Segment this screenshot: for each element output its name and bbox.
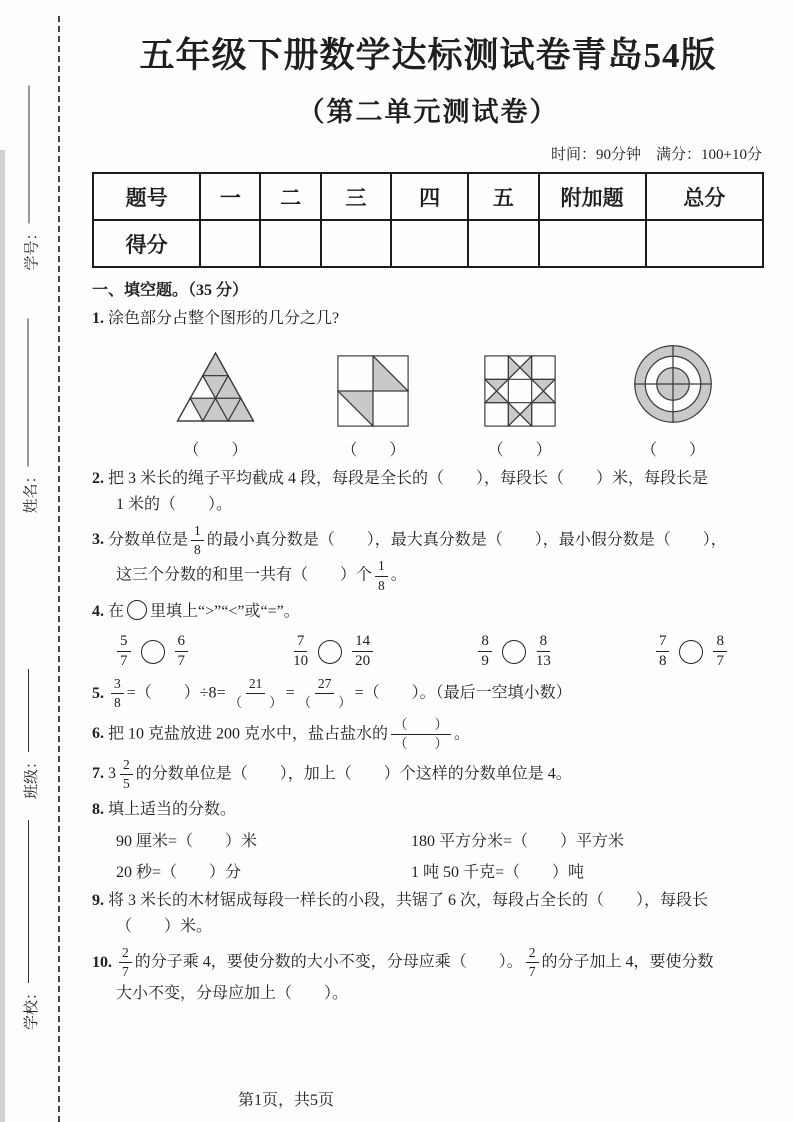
scan-edge-shadow xyxy=(0,150,5,1122)
score-empty-cell xyxy=(468,220,538,267)
comparison-pair xyxy=(653,634,730,671)
fraction-1-8: $\frac{1}{8}$ xyxy=(191,524,204,557)
question-3 xyxy=(92,524,764,557)
score-table-header-row xyxy=(93,173,763,220)
figure-divided-square xyxy=(337,355,409,460)
question-8-items xyxy=(92,828,764,882)
fraction-21-blank: $\frac{21}{( )}$ xyxy=(228,676,283,711)
question-6-text: 把 10 克盐放进 200 克水中，盐占盐水的 xyxy=(108,724,389,742)
question-3-text: 分数单位是 xyxy=(108,531,189,549)
fraction-right: $\frac{8}{13}$ xyxy=(535,632,551,670)
fraction-left: $\frac{5}{7}$ xyxy=(117,634,131,671)
divided-square-icon xyxy=(337,355,409,427)
score-table xyxy=(92,172,764,268)
question-8 xyxy=(92,798,764,822)
star-in-grid-icon xyxy=(484,355,556,427)
score-table-score-row xyxy=(93,220,763,267)
question-6-number: 6. xyxy=(92,724,104,742)
question-3-text: 。 xyxy=(390,566,407,584)
figure-answer-bracket: （ ） xyxy=(640,442,705,459)
student-number-blank-line xyxy=(28,86,30,224)
school-label: 学校： xyxy=(23,984,40,1030)
question-3-number: 3. xyxy=(92,531,104,549)
question-10 xyxy=(92,946,764,979)
fraction-27-blank: $\frac{27}{( )}$ xyxy=(297,676,352,711)
fill-in-circle-icon xyxy=(127,600,147,620)
score-table-cell: 总分 xyxy=(646,173,763,220)
question-8-number: 8. xyxy=(92,801,104,819)
question-5-number: 5. xyxy=(92,684,104,702)
score-empty-cell xyxy=(321,220,391,267)
time-and-score-info: 时间：90分钟 满分：100+10分 xyxy=(551,147,762,163)
question-3-line-2 xyxy=(92,559,764,592)
fraction-right: $\frac{8}{7}$ xyxy=(713,634,727,671)
fraction-2-5: $\frac{2}{5}$ xyxy=(120,758,133,791)
paper-title: 五年级下册数学达标测试卷青岛54版 xyxy=(139,36,717,75)
fraction-1-8: $\frac{1}{8}$ xyxy=(375,559,388,592)
score-label-cell: 得分 xyxy=(93,220,200,267)
score-table-cell: 五 xyxy=(468,173,538,220)
fraction-2-7: $\frac{2}{7}$ xyxy=(119,946,132,979)
fraction-right: $\frac{14}{20}$ xyxy=(352,634,373,671)
score-table-cell: 三 xyxy=(321,173,391,220)
unit-conversion-item: 20 秒=（ ）分 xyxy=(116,864,242,882)
comparison-circle-icon xyxy=(502,640,526,664)
class-field xyxy=(18,669,42,799)
question-4-text: 在 xyxy=(108,602,125,620)
student-name-field xyxy=(18,319,42,514)
student-number-label: 学号： xyxy=(24,225,40,271)
question-7 xyxy=(92,758,764,791)
class-blank-line xyxy=(27,669,29,752)
question-4 xyxy=(92,600,764,624)
question-10-text: 的分子乘 4，要使分数的大小不变，分母应乘（ ）。 xyxy=(134,953,523,971)
question-1 xyxy=(92,307,764,331)
question-1-figures xyxy=(168,341,716,460)
comparison-pair xyxy=(475,634,554,671)
comparison-pair xyxy=(114,634,191,671)
unit-conversion-item: 1 吨 50 千克=（ ）吨 xyxy=(411,864,585,882)
comparison-circle-icon xyxy=(679,640,703,664)
score-table-cell: 二 xyxy=(260,173,320,220)
score-empty-cell xyxy=(200,220,260,267)
fraction-blank-blank: $\frac{( )}{( )}$ xyxy=(391,718,451,751)
concentric-circles-icon xyxy=(630,341,716,427)
student-number-field xyxy=(19,86,43,271)
comparison-pair xyxy=(290,634,376,671)
student-name-blank-line xyxy=(27,319,29,467)
figure-answer-bracket: （ ） xyxy=(487,442,552,459)
figure-star-in-grid xyxy=(484,355,556,460)
section-1-title: 一、填空题。（35 分） xyxy=(92,282,249,299)
question-2 xyxy=(92,467,764,491)
score-table-cell: 附加题 xyxy=(539,173,646,220)
paper-subtitle: （第二单元测试卷） xyxy=(297,97,559,127)
score-table-cell: 一 xyxy=(200,173,260,220)
question-4-text: 里填上“>”“<”或“=”。 xyxy=(150,602,300,620)
question-9-line-2: （ ）米。 xyxy=(116,918,213,936)
question-3-text: 这三个分数的和里一共有（ ）个 xyxy=(116,566,373,584)
fraction-left: $\frac{8}{9}$ xyxy=(478,634,492,671)
school-blank-line xyxy=(27,820,29,983)
question-8-text: 填上适当的分数。 xyxy=(108,801,237,819)
class-label: 班级： xyxy=(23,753,40,799)
question-5-text: =（ ）÷8= xyxy=(126,684,226,702)
question-2-text: 把 3 米长的绳子平均截成 4 段，每段是全长的（ ），每段长（ ）米，每段长是 xyxy=(108,470,709,487)
question-5-text: =（ ）。（最后一空填小数） xyxy=(354,684,572,702)
figure-answer-bracket: （ ） xyxy=(341,442,406,459)
score-table-cell: 题号 xyxy=(93,173,200,220)
question-9-text: 将 3 米长的木材锯成每段一样长的小段，共锯了 6 次，每段占全长的（ ），每段长 xyxy=(108,892,709,910)
score-empty-cell xyxy=(391,220,468,267)
unit-conversion-item: 180 平方分米=（ ）平方米 xyxy=(411,833,625,851)
fraction-right: $\frac{6}{7}$ xyxy=(175,634,189,671)
question-4-comparisons xyxy=(114,634,730,671)
mixed-number-whole: 3 xyxy=(108,765,116,783)
question-2-line-2: 1 米的（ ）。 xyxy=(116,496,233,513)
figure-concentric-circles xyxy=(630,341,716,460)
question-6-text: 。 xyxy=(454,724,471,742)
comparison-circle-icon xyxy=(141,640,165,664)
question-10-number: 10. xyxy=(92,953,112,971)
student-name-label: 姓名： xyxy=(23,468,39,514)
figure-answer-bracket: （ ） xyxy=(183,442,248,459)
question-7-number: 7. xyxy=(92,765,104,783)
fraction-left: $\frac{7}{10}$ xyxy=(293,632,309,670)
score-empty-cell xyxy=(646,220,763,267)
question-5-text: = xyxy=(285,684,295,702)
question-2-number: 2. xyxy=(92,470,104,487)
question-7-text: 的分数单位是（ ），加上（ ）个这样的分数单位是 4。 xyxy=(135,765,572,783)
question-1-number: 1. xyxy=(92,310,104,327)
score-empty-cell xyxy=(260,220,320,267)
score-table-cell: 四 xyxy=(391,173,468,220)
question-6 xyxy=(92,718,764,751)
divided-triangle-icon xyxy=(168,347,263,427)
fraction-2-7: $\frac{2}{7}$ xyxy=(526,946,539,979)
comparison-circle-icon xyxy=(318,640,342,664)
fraction-left: $\frac{7}{8}$ xyxy=(656,634,670,671)
unit-conversion-item: 90 厘米=（ ）米 xyxy=(116,833,258,851)
page-number-footer: 第1页，共5页 xyxy=(238,1092,335,1109)
school-field xyxy=(18,820,42,1030)
figure-divided-triangle xyxy=(168,347,263,460)
question-10-text: 的分子加上 4，要使分数 xyxy=(541,953,714,971)
question-1-text: 涂色部分占整个图形的几分之几? xyxy=(108,310,340,327)
question-9 xyxy=(92,889,764,913)
question-9-number: 9. xyxy=(92,892,104,910)
question-5 xyxy=(92,677,764,710)
binding-dashed-line xyxy=(58,16,60,1122)
paper-content xyxy=(92,0,764,1006)
score-empty-cell xyxy=(539,220,646,267)
question-10-line-2: 大小不变，分母应加上（ ）。 xyxy=(116,984,349,1002)
question-3-text: 的最小真分数是（ ），最大真分数是（ ），最小假分数是（ ）， xyxy=(206,531,727,549)
fraction-3-8: $\frac{3}{8}$ xyxy=(111,677,124,710)
question-4-number: 4. xyxy=(92,602,104,620)
